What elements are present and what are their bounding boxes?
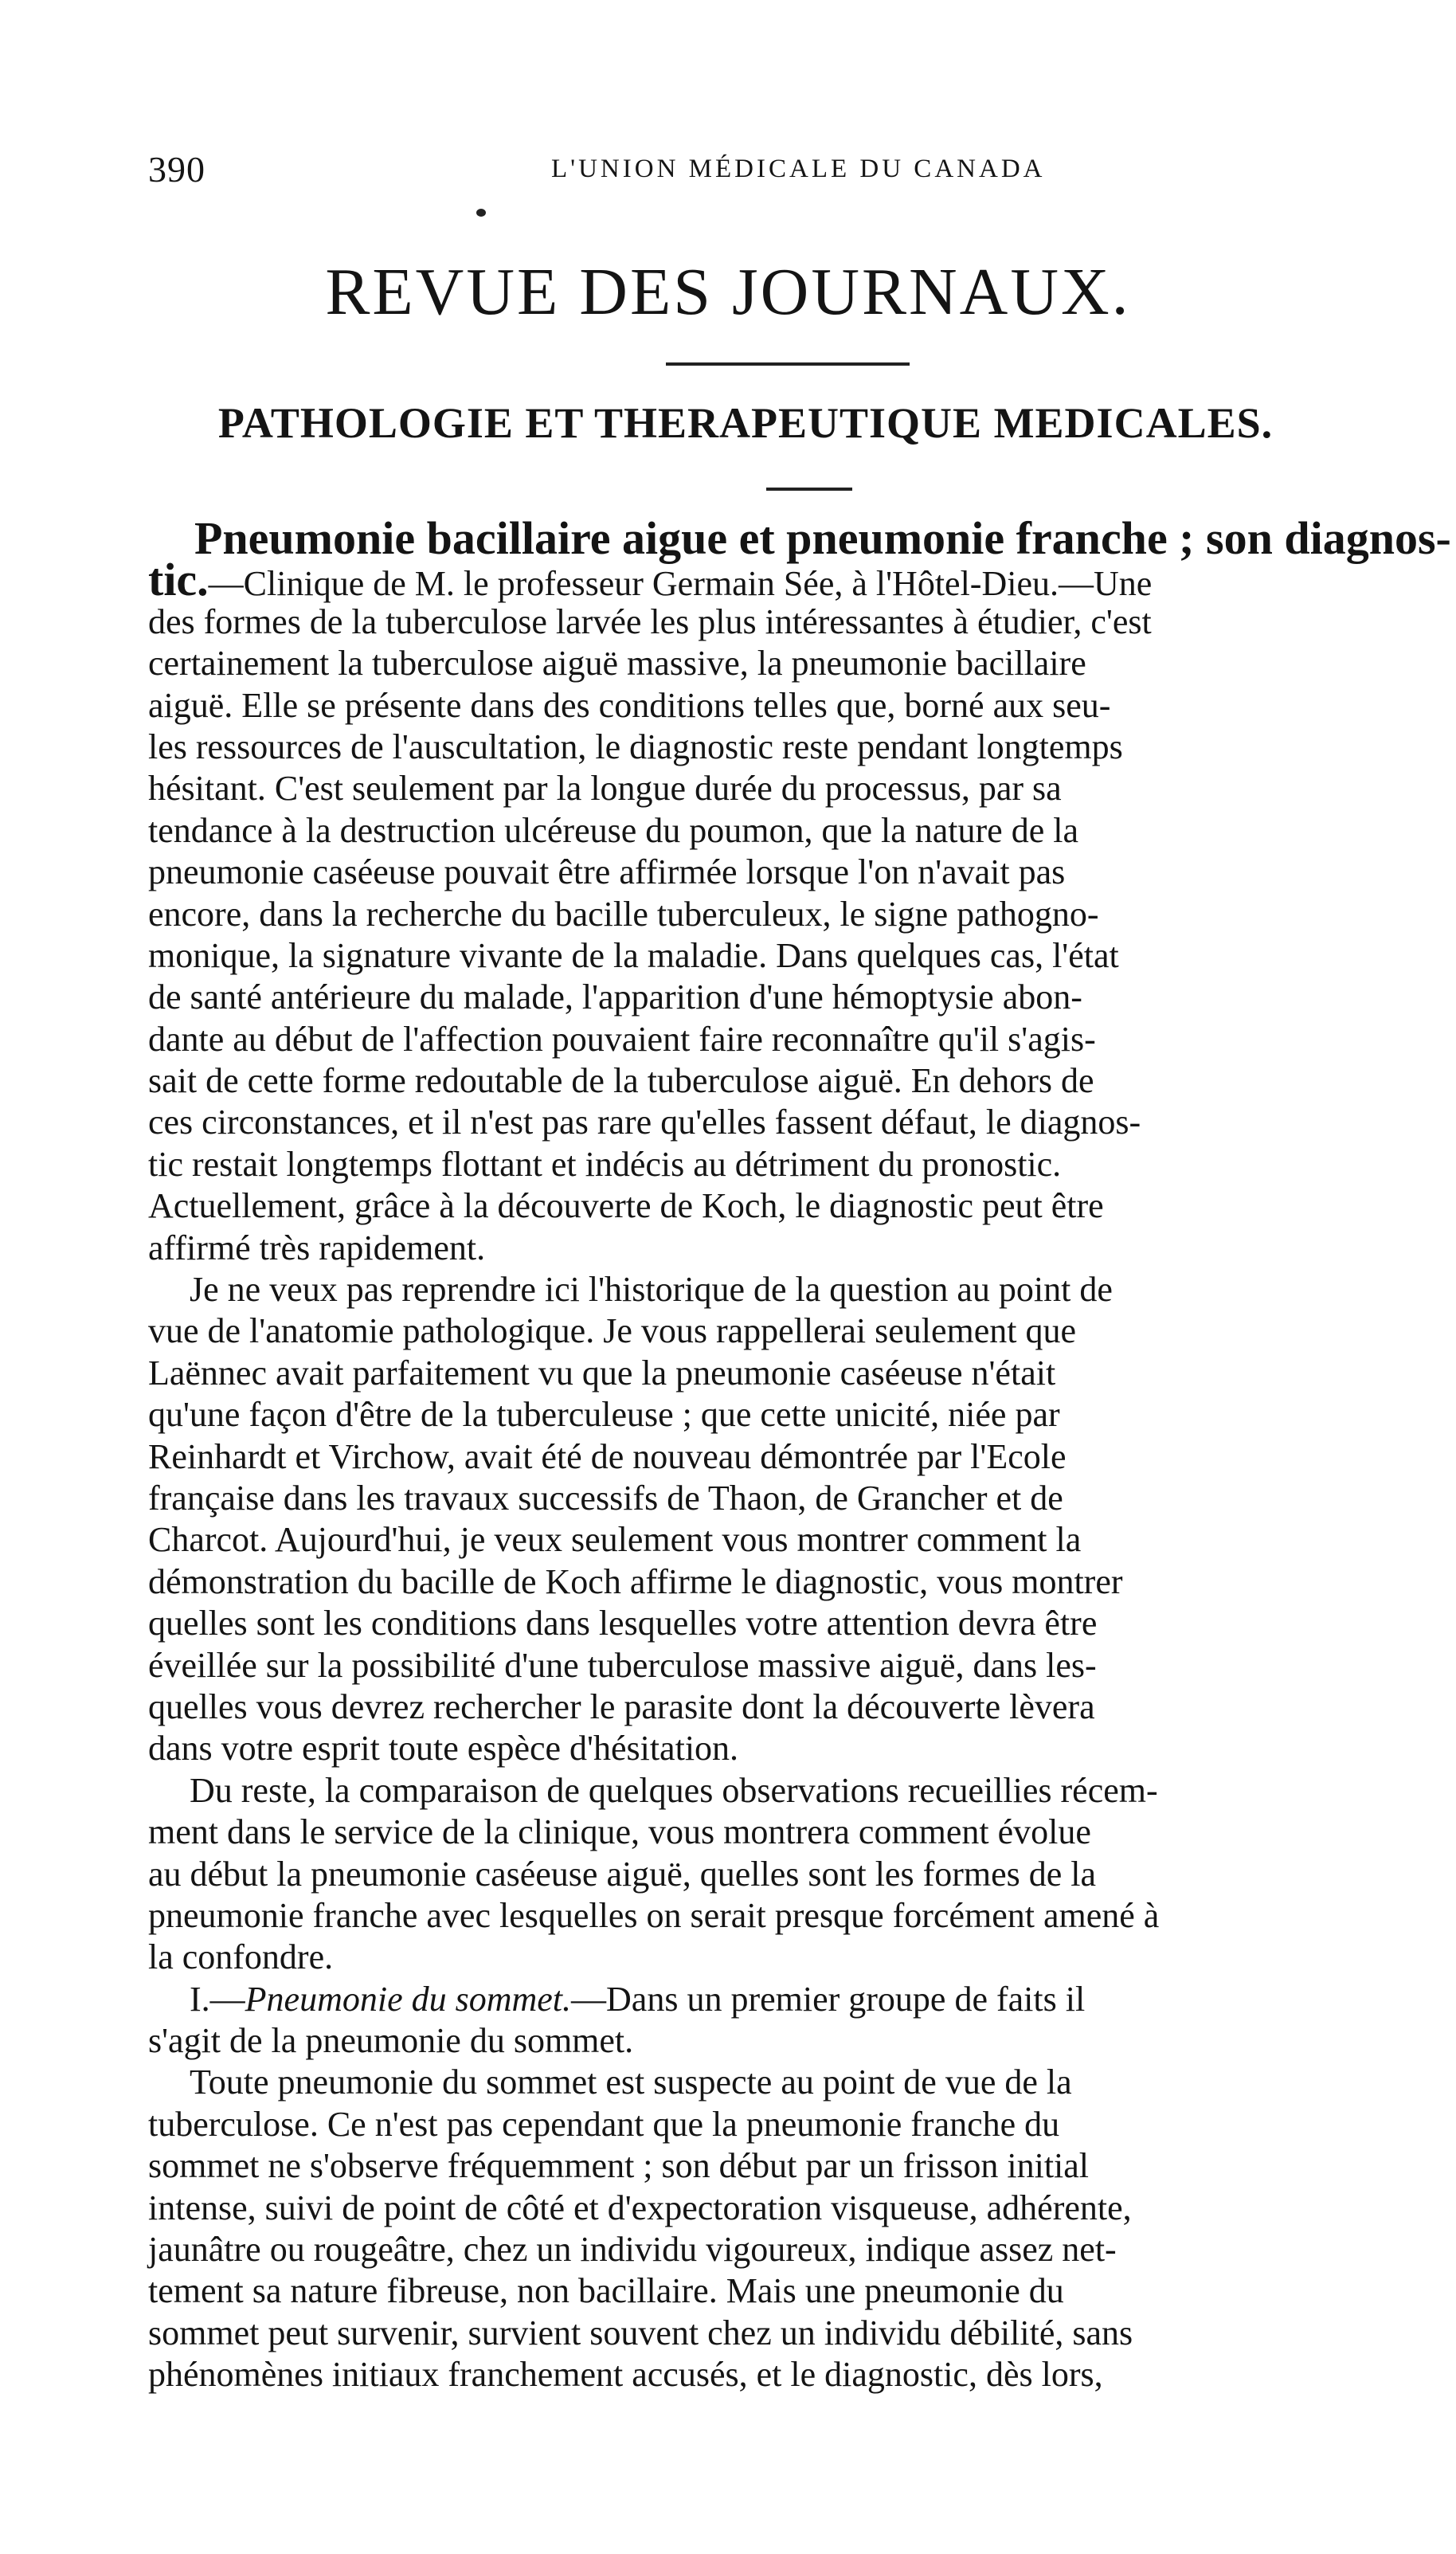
article-line: affirmé très rapidement. (148, 1228, 486, 1267)
article-line: ces circonstances, et il n'est pas rare qu'elles fassent défaut, le diagnos- (148, 1103, 1141, 1142)
paragraph-line: intense, suivi de point de côté et d'expectoration visqueuse, adhérente, (148, 2188, 1132, 2227)
paragraph-line: vue de l'anatomie pathologique. Je vous rappellerai seulement que (148, 1311, 1076, 1351)
paragraph-line: Du reste, la comparaison de quelques observations recueillies récem- (190, 1770, 1158, 1810)
paragraph-line: française dans les travaux successifs de Thaon, de Grancher et de (148, 1478, 1063, 1518)
article-line: monique, la signature vivante de la maladie. Dans quelques cas, l'état (148, 935, 1119, 975)
paragraph-line: sommet peut survenir, survient souvent chez un individu débilité, sans (148, 2313, 1133, 2352)
article-line: de santé antérieure du malade, l'apparition d'une hémoptysie abon- (148, 977, 1082, 1017)
article-line: hésitant. C'est seulement par la longue durée du processus, par sa (148, 769, 1062, 809)
article-title: Pneumonie bacillaire aigue et pneumonie franche ; son diagnos- (194, 512, 1451, 564)
article-line: tic restait longtemps flottant et indécis au détriment du pronostic. (148, 1144, 1062, 1184)
subheading-title: Pneumonie du sommet. (245, 1979, 572, 2019)
paragraph-line: tement sa nature fibreuse, non bacillaire. Mais une pneumonie du (148, 2271, 1064, 2311)
paragraph-line: Toute pneumonie du sommet est suspecte au point de vue de la (190, 2062, 1072, 2102)
paragraph-line: tuberculose. Ce n'est pas cependant que la pneumonie franche du (148, 2104, 1060, 2144)
paragraph-line: pneumonie franche avec lesquelles on serait presque forcément amené à (148, 1895, 1160, 1935)
paragraph-line: Charcot. Aujourd'hui, je veux seulement vous montrer comment la (148, 1520, 1082, 1560)
paragraph-line: la confondre. (148, 1937, 334, 1977)
paragraph-line: au début la pneumonie caséeuse aiguë, quelles sont les formes de la (148, 1854, 1097, 1894)
article-line (148, 554, 1375, 606)
paragraph-line: sommet ne s'observe fréquemment ; son début par un frisson initial (148, 2146, 1090, 2186)
subheading-label: I.— (190, 1979, 245, 2019)
subheading-line (148, 1979, 1375, 2020)
article-line: certainement la tuberculose aiguë massive, la pneumonie bacillaire (148, 644, 1086, 684)
subsection-rule (766, 488, 852, 491)
paragraph-line: ment dans le service de la clinique, vous montrera comment évolue (148, 1812, 1091, 1852)
article-line: tendance à la destruction ulcéreuse du poumon, que la nature de la (148, 810, 1078, 850)
paragraph-line: démonstration du bacille de Koch affirme le diagnostic, vous montrer (148, 1561, 1123, 1601)
paragraph-line: qu'une façon d'être de la tuberculeuse ; que cette unicité, niée par (148, 1395, 1060, 1435)
article-line: pneumonie caséeuse pouvait être affirmée lorsque l'on n'avait pas (148, 852, 1066, 892)
paragraph-line: phénomènes initiaux franchement accusés, et le diagnostic, dès lors, (148, 2355, 1103, 2395)
article-line: encore, dans la recherche du bacille tuberculeux, le signe pathogno- (148, 894, 1099, 934)
paragraph-line: Laënnec avait parfaitement vu que la pneumonie caséeuse n'était (148, 1353, 1056, 1393)
article-line: des formes de la tuberculose larvée les plus intéressantes à étudier, c'est (148, 601, 1152, 641)
paragraph-line: quelles sont les conditions dans lesquelles votre attention devra être (148, 1604, 1098, 1643)
article-line: dante au début de l'affection pouvaient faire reconnaître qu'il s'agis- (148, 1019, 1096, 1059)
article-title-line (148, 512, 1451, 564)
paragraph-line: éveillée sur la possibilité d'une tuberculose massive aiguë, dans les- (148, 1645, 1097, 1685)
article-body (148, 512, 1451, 2396)
paragraph-line: jaunâtre ou rougeâtre, chez un individu vigoureux, indique assez net- (148, 2230, 1117, 2270)
page-number: 390 (148, 149, 205, 190)
article-line: Actuellement, grâce à la découverte de Koch, le diagnostic peut être (148, 1186, 1104, 1226)
section-title: REVUE DES JOURNAUX. (325, 255, 1131, 329)
paragraph-line: quelles vous devrez rechercher le parasite dont la découverte lèvera (148, 1686, 1095, 1726)
subsection-title: PATHOLOGIE ET THERAPEUTIQUE MEDICALES. (217, 399, 1274, 447)
paragraph-line: Je ne veux pas reprendre ici l'historique de la question au point de (190, 1270, 1113, 1310)
article-line: aiguë. Elle se présente dans des conditions telles que, borné aux seu- (148, 685, 1111, 725)
article-title-end: tic. (148, 554, 209, 606)
paragraph-line: Reinhardt et Virchow, avait été de nouveau démontrée par l'Ecole (148, 1436, 1067, 1476)
journal-title: L'UNION MÉDICALE DU CANADA (551, 155, 1046, 183)
article-text: —Clinique de M. le professeur Germain Sée, à l'Hôtel-Dieu.—Une (208, 564, 1153, 604)
section-rule (666, 362, 910, 366)
article-line: sait de cette forme redoutable de la tuberculose aiguë. En dehors de (148, 1061, 1094, 1101)
paragraph-line: s'agit de la pneumonie du sommet. (148, 2021, 634, 2061)
article-line: les ressources de l'auscultation, le diagnostic reste pendant longtemps (148, 727, 1123, 766)
running-head (148, 148, 1359, 196)
paragraph-line: dans votre esprit toute espèce d'hésitation. (148, 1729, 739, 1769)
ink-speck (476, 209, 486, 217)
subheading-rest: —Dans un premier groupe de faits il (571, 1979, 1086, 2019)
